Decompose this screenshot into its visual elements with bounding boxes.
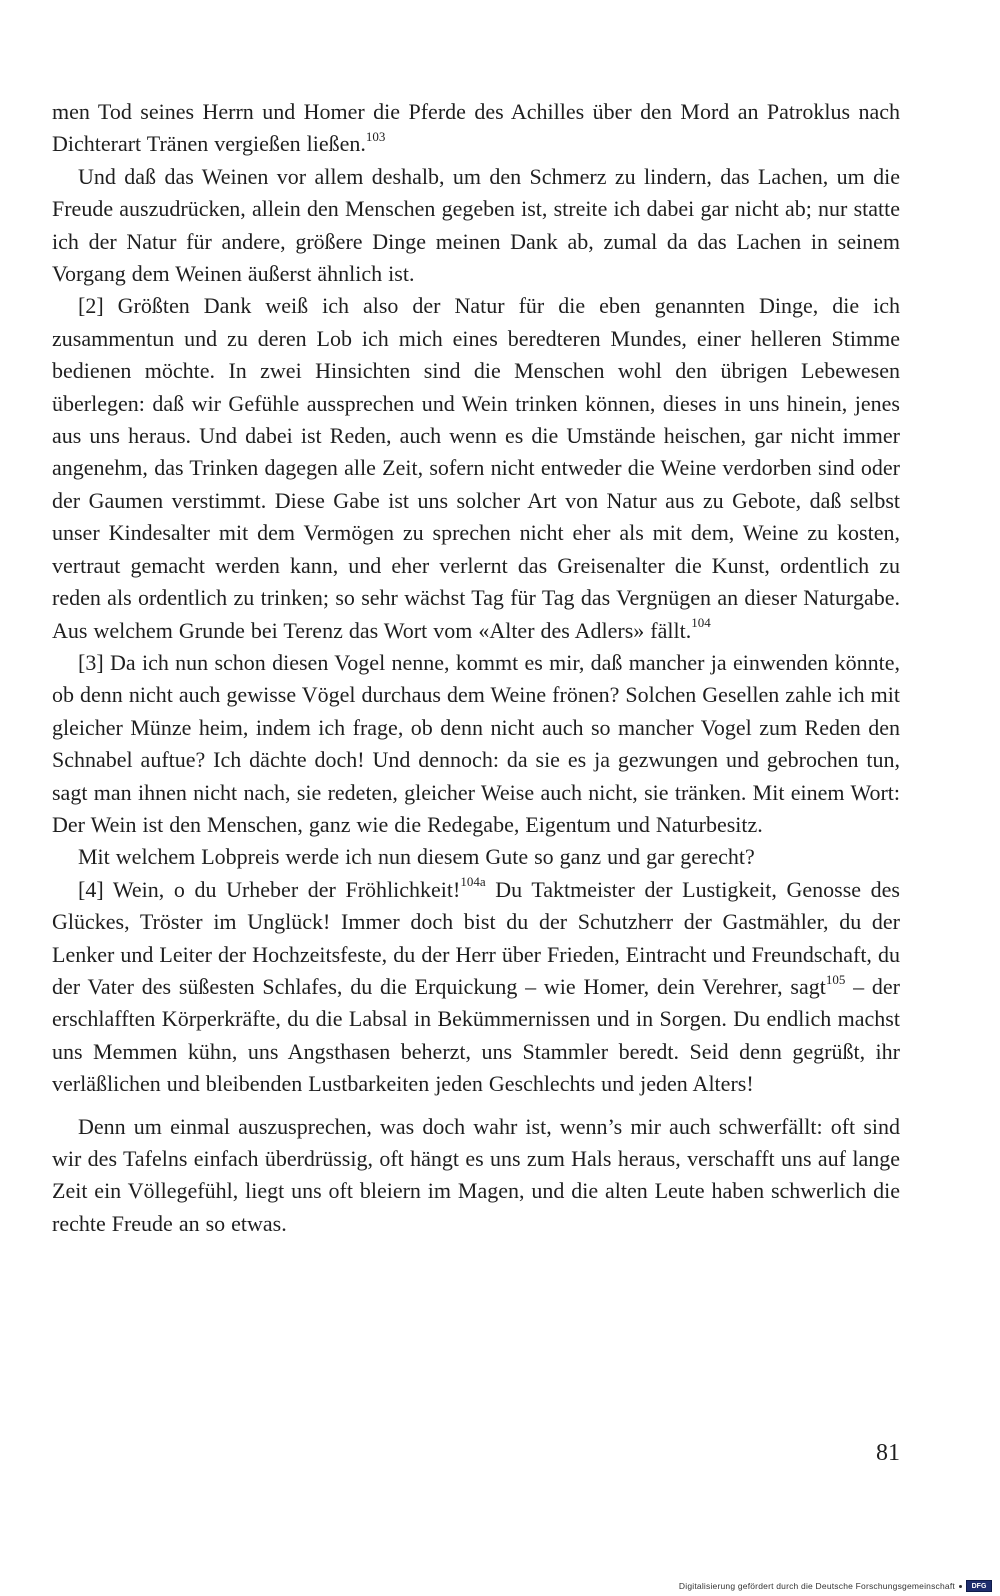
- paragraph-text: men Tod seines Herrn und Homer die Pferde des Achilles über den Mord an Patroklus nach Dichterart Tränen vergießen ließen.: [52, 99, 900, 157]
- paragraph-4: [52, 647, 900, 841]
- body-text: [52, 96, 900, 1240]
- footnote-ref-103: 103: [365, 129, 386, 145]
- paragraph-text: Du Taktmeister der Lustigkeit, Genosse des Glückes, Tröster im Unglück! Immer doch bist du der Schutzherr der Gastmähler, du der Lenker und Leiter der Hochzeitsfeste, du der Herr über Frieden, Eintracht und Freundschaft, du der Vater des süßesten Schlafes, du die Erquickung – wie Homer, dein Verehrer, sagt: [52, 876, 900, 999]
- footnote-ref-104a: 104a: [460, 874, 486, 890]
- footnote-ref-105: 105: [825, 971, 846, 987]
- paragraph-3: [52, 290, 900, 646]
- paragraph-text: Denn um einmal auszusprechen, was doch wahr ist, wenn’s mir auch schwerfällt: oft sind wir des Tafelns einfach überdrüssig, oft hängt es uns zum Hals heraus, verschafft uns auf lange Zeit ein Völlegefühl, liegt uns oft bleiern im Magen, und die alten Leute haben schwerlich die rechte Freude an so etwas.: [52, 1113, 900, 1236]
- paragraph-text: Und daß das Weinen vor allem deshalb, um den Schmerz zu lindern, das Lachen, um die Freude auszudrücken, allein den Menschen gegeben ist, streite ich dabei gar nicht ab; nur statte ich der Natur für andere, größere Dinge meinen Dank ab, zumal da das Lachen in seinem Vorgang dem Weinen äußerst ähnlich ist.: [52, 163, 900, 287]
- page-number: 81: [876, 1440, 900, 1466]
- paragraph-6: [52, 874, 900, 1101]
- paragraph-2: [52, 161, 900, 291]
- footnote-ref-104: 104: [691, 615, 711, 631]
- separator-dot-icon: [959, 1585, 962, 1588]
- digitization-footer: [679, 1580, 992, 1592]
- footer-credit-text: Digitalisierung gefördert durch die Deutsche Forschungsgemeinschaft: [678, 1581, 955, 1591]
- paragraph-text: Mit welchem Lobpreis werde ich nun diesem Gute so ganz und gar gerecht?: [78, 844, 755, 870]
- paragraph-5: [52, 841, 900, 873]
- paragraph-7: [52, 1111, 900, 1241]
- book-page: [52, 96, 900, 1566]
- paragraph-text: [4] Wein, o du Urheber der Fröhlichkeit!: [78, 876, 461, 902]
- paragraph-text: [3] Da ich nun schon diesen Vogel nenne, kommt es mir, daß mancher ja einwenden könnte, ob denn nicht auch gewisse Vögel durchaus dem Weine frönen? Solchen Gesellen zahle ich mit gleicher Münze heim, indem ich frage, ob denn nicht auch so mancher Vogel zum Reden den Schnabel auftue? Ich dächte doch! Und dennoch: da sie es ja gezwungen und gebrochen tun, sagt man ihnen nicht nach, sie redeten, gleicher Weise auch nicht, sie tränken. Mit einem Wort: Der Wein ist den Menschen, ganz wie die Redegabe, Eigentum und Naturbesitz.: [52, 649, 900, 837]
- paragraph-1: [52, 96, 900, 161]
- dfg-logo-icon: DFG: [966, 1580, 992, 1592]
- paragraph-text: [2] Größten Dank weiß ich also der Natur für die eben genannten Dinge, die ich zusammentun und zu deren Lob ich mich eines beredteren Mundes, einer helleren Stimme bedienen möchte. In zwei Hinsichten sind die Menschen wohl den übrigen Lebewesen überlegen: daß wir Gefühle aussprechen und Wein trinken können, dieses in uns hinein, jenes aus uns heraus. Und dabei ist Reden, auch wenn es die Umstände heischen, gar nicht immer angenehm, das Trinken dagegen alle Zeit, sofern nicht entweder die Weine verdorben sind oder der Gaumen verstimmt. Diese Gabe ist uns solcher Art von Natur aus zu Gebote, daß selbst unser Kindesalter mit dem Vermögen zu sprechen nicht eher als mit dem, Weine zu kosten, vertraut gemacht werden kann, und eher verlernt das Greisenalter die Kunst, ordentlich zu reden als ordentlich zu trinken; so sehr wächst Tag für Tag das Vergnügen an dieser Naturgabe. Aus welchem Grunde bei Terenz das Wort vom «Alter des Adlers» fällt.: [52, 293, 900, 643]
- paragraph-text: – der erschlafften Körperkräfte, du die Labsal in Bekümmernissen und in Sorgen. Du endlich machst uns Memmen kühn, uns Angsthasen beherzt, uns Stammler beredt. Seid denn gegrüßt, ihr verläßlichen und bleibenden Lustbarkeiten jeden Geschlechts und jeden Alters!: [52, 973, 901, 1097]
